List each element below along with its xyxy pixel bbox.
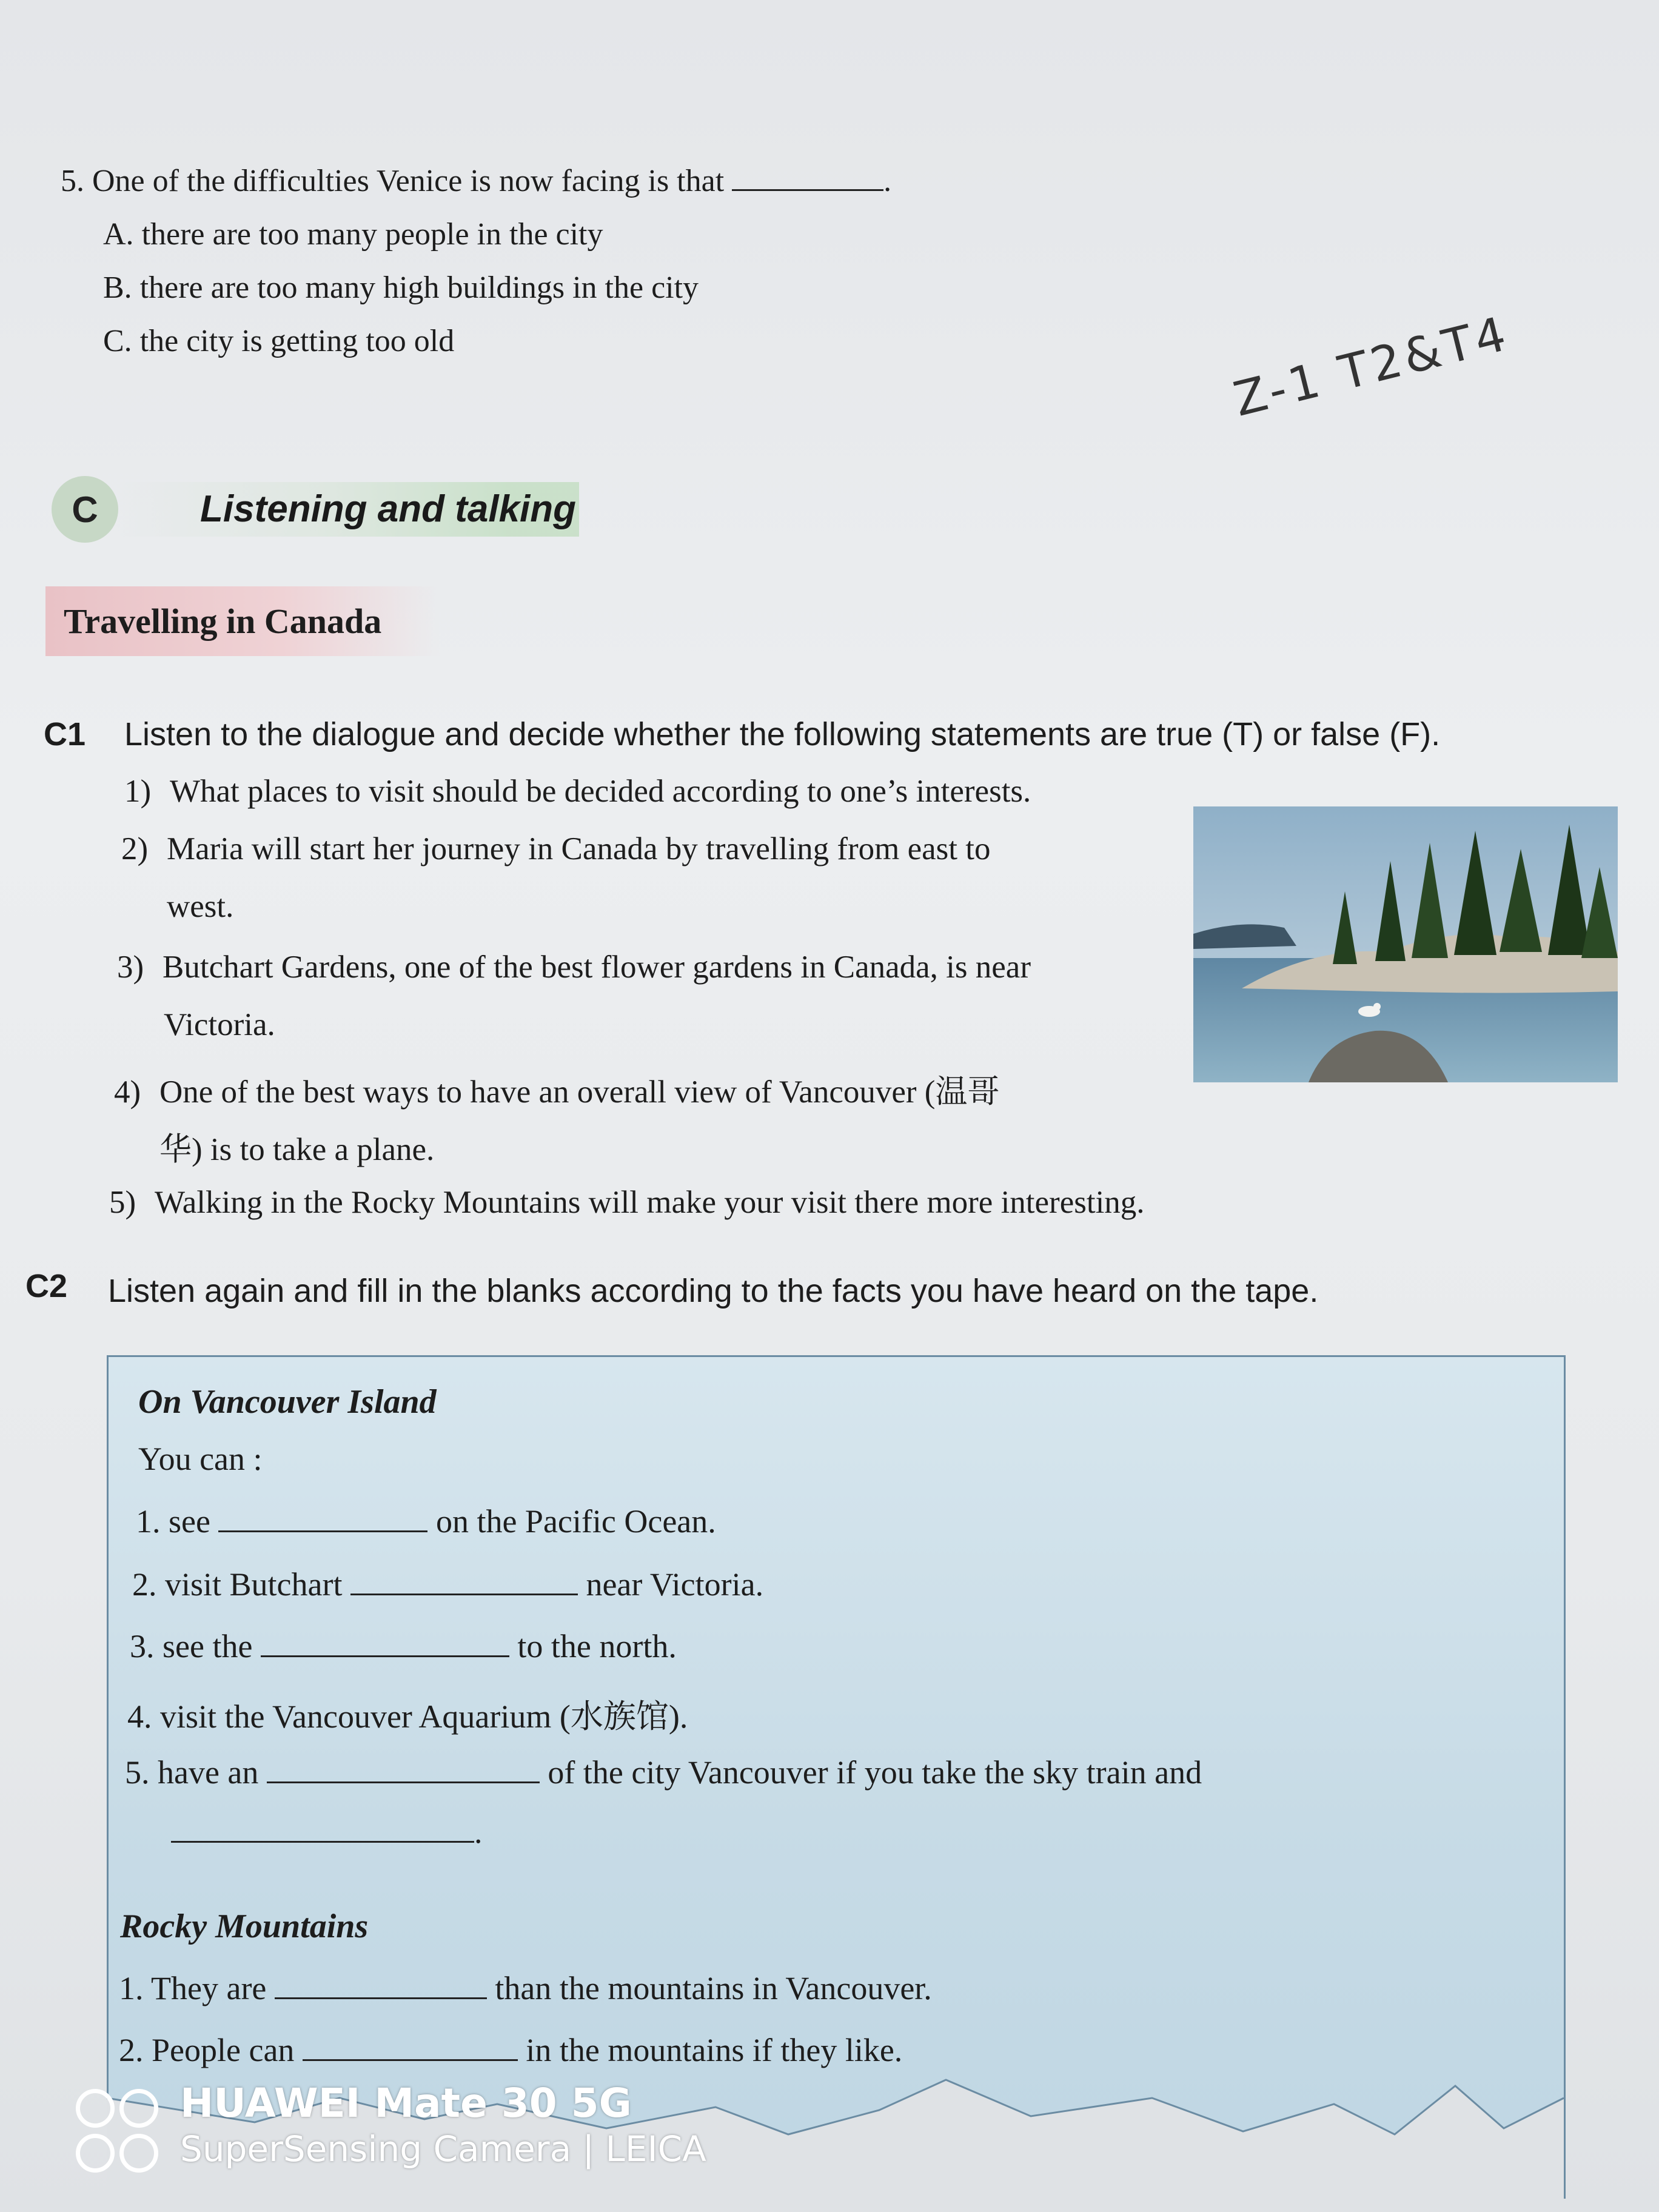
item-text-after: to the north. [517, 1628, 677, 1664]
item-number: 4. [127, 1698, 152, 1735]
statement-text: One of the best ways to have an overall view of Vancouver (温哥 [159, 1074, 1000, 1110]
item-text-after: than the mountains in Vancouver. [495, 1970, 932, 2006]
watermark-model: HUAWEI Mate 30 5G [180, 2080, 632, 2127]
answer-blank[interactable] [171, 1819, 474, 1843]
answer-blank[interactable] [218, 1509, 427, 1532]
statement-3[interactable] [117, 949, 1031, 985]
item-text-before: have an [158, 1754, 259, 1791]
item-text-after: near Victoria. [586, 1566, 764, 1603]
camera-watermark-line-2 [76, 2128, 706, 2173]
item-text-before: visit Butchart [165, 1566, 343, 1603]
statement-number: 5) [109, 1185, 136, 1220]
statement-text: Butchart Gardens, one of the best flower gardens in Canada, is near [163, 950, 1031, 985]
item-text-before: see [169, 1503, 210, 1540]
c1-instruction: Listen to the dialogue and decide whether the following statements are true (T) or false (F). [124, 716, 1441, 752]
statement-number: 3) [117, 950, 144, 985]
answer-blank[interactable] [267, 1760, 540, 1783]
item-text-after: of the city Vancouver if you take the sky train and [548, 1754, 1202, 1791]
coast-illustration [1193, 806, 1618, 1082]
statement-4[interactable] [114, 1066, 999, 1112]
option-text: there are too many people in the city [141, 217, 603, 252]
option-letter: B. [103, 270, 132, 305]
question-number: 5. [61, 164, 84, 198]
section-letter-badge: C [52, 476, 118, 543]
item-end: . [474, 1814, 483, 1850]
option-b[interactable] [61, 261, 1152, 315]
box-intro: You can : [138, 1441, 263, 1477]
item-number: 3. [130, 1628, 155, 1664]
c1-label: C1 [44, 716, 86, 752]
watermark-circles-icon [76, 2082, 163, 2129]
statement-2-continued [167, 888, 233, 925]
subsection-banner: Travelling in Canada [45, 586, 440, 656]
item-number: 5. [125, 1754, 150, 1791]
item-text-before: see the [163, 1628, 253, 1664]
statement-text: 华) is to take a plane. [159, 1132, 435, 1167]
item-number: 1. [119, 1970, 144, 2006]
item-text-before: People can [152, 2032, 295, 2068]
box-heading-vancouver-island: On Vancouver Island [138, 1383, 437, 1421]
c2-label: C2 [25, 1268, 68, 1304]
fill-item-3 [130, 1627, 677, 1665]
option-a[interactable] [61, 208, 1152, 261]
fill-item-5 [125, 1754, 1202, 1791]
box-heading-rocky-mountains: Rocky Mountains [120, 1908, 369, 1945]
statement-text: west. [167, 889, 234, 924]
statement-5[interactable] [109, 1184, 1145, 1221]
watermark-circles-icon [76, 2130, 163, 2173]
option-text: there are too many high buildings in the city [139, 270, 699, 305]
statement-number: 1) [124, 774, 152, 809]
fill-item-2 [132, 1566, 763, 1603]
statement-1[interactable] [124, 773, 1031, 809]
option-letter: A. [103, 217, 134, 252]
handwritten-note: Z-1 T2&T4 [1228, 306, 1515, 427]
item-text-after: on the Pacific Ocean. [435, 1503, 716, 1540]
answer-blank[interactable] [732, 165, 883, 191]
statement-text: Walking in the Rocky Mountains will make your visit there more interesting. [155, 1185, 1145, 1220]
answer-blank[interactable] [275, 1976, 487, 1999]
statement-4-continued [159, 1124, 434, 1170]
question-5-stem [61, 155, 1152, 208]
statement-text: Victoria. [164, 1007, 275, 1042]
fill-item-1 [136, 1503, 716, 1540]
fill-item-5-continued [171, 1813, 483, 1851]
rocky-item-1 [119, 1969, 932, 2007]
answer-blank[interactable] [303, 2037, 518, 2061]
watermark-camera: SuperSensing Camera | LEICA [180, 2128, 706, 2170]
vancouver-coast-photo [1193, 806, 1618, 1082]
statement-number: 4) [114, 1074, 141, 1110]
statement-2[interactable] [121, 831, 990, 867]
statement-text: What places to visit should be decided according to one’s interests. [170, 774, 1031, 809]
section-title: Listening and talking [118, 482, 579, 537]
fill-item-4 [127, 1691, 688, 1737]
item-number: 2. [119, 2032, 144, 2068]
stem-end: . [883, 164, 892, 198]
answer-blank[interactable] [350, 1572, 578, 1595]
question-stem-text: One of the difficulties Venice is now facing is that [92, 164, 725, 198]
answer-blank[interactable] [261, 1634, 509, 1657]
item-text-before: visit the Vancouver Aquarium (水族馆). [160, 1698, 688, 1735]
camera-watermark-line-1 [76, 2080, 632, 2129]
statement-text: Maria will start her journey in Canada by travelling from east to [167, 831, 991, 866]
option-letter: C. [103, 324, 132, 358]
item-number: 2. [132, 1566, 157, 1603]
option-c[interactable] [61, 315, 1152, 368]
item-text-after: in the mountains if they like. [526, 2032, 903, 2068]
statement-number: 2) [121, 831, 149, 866]
option-text: the city is getting too old [139, 324, 455, 358]
item-number: 1. [136, 1503, 161, 1540]
c2-instruction: Listen again and fill in the blanks according to the facts you have heard on the tape. [108, 1273, 1319, 1309]
question-5 [61, 155, 1152, 368]
item-text-before: They are [151, 1970, 267, 2006]
statement-3-continued [164, 1007, 275, 1043]
